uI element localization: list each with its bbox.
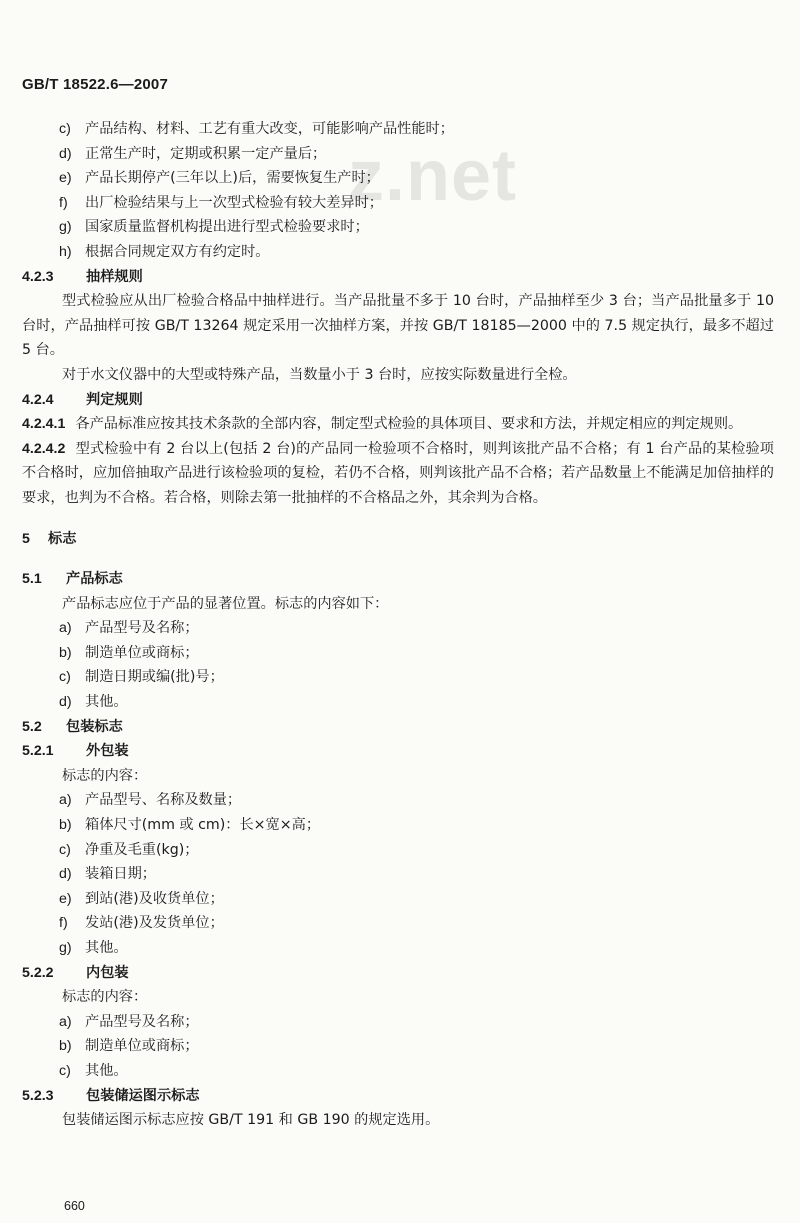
section-heading-5-2-1: 5.2.1 外包装: [22, 743, 129, 760]
section-heading-5-2: 5.2 包装标志: [22, 718, 123, 735]
list-item: d) 其他。: [59, 694, 128, 711]
paragraph: 产品标志应位于产品的显著位置。标志的内容如下：: [62, 595, 389, 612]
list-item: b) 制造单位或商标；: [59, 1038, 199, 1055]
paragraph: 标志的内容：: [62, 767, 148, 784]
list-item: h) 根据合同规定双方有约定时。: [59, 243, 270, 260]
paragraph: 包装储运图示标志应按 GB/T 191 和 GB 190 的规定选用。: [62, 1112, 440, 1129]
paragraph-4-2-4-1: 4.2.4.1 各产品标准应按其技术条款的全部内容，制定型式检验的具体项目、要求和方法，并规定相应的判定规则。: [22, 416, 743, 433]
list-item: c) 其他。: [59, 1062, 128, 1079]
list-item: d) 正常生产时，定期或积累一定产量后；: [59, 145, 327, 162]
list-item: g) 其他。: [59, 940, 128, 956]
list-item: f) 出厂检验结果与上一次型式检验有较大差异时；: [59, 194, 383, 211]
list-top: [22, 117, 774, 265]
list-item: g) 国家质量监督机构提出进行型式检验要求时；: [59, 219, 369, 236]
section-heading-5-2-2: 5.2.2 内包装: [22, 964, 129, 981]
watermark: z.net: [348, 136, 518, 216]
list-item: a) 产品型号及名称；: [59, 620, 199, 637]
section-heading-4-2-3: 4.2.3 抽样规则: [22, 268, 143, 285]
paragraph: 标志的内容：: [62, 989, 148, 1006]
standard-code-header: GB/T 18522.6—2007: [22, 76, 168, 93]
page-body: [22, 117, 774, 1133]
section-heading-5-1: 5.1 产品标志: [22, 571, 123, 588]
list-item: b) 箱体尺寸(mm 或 cm)：长×宽×高；: [59, 817, 321, 834]
list-item: c) 制造日期或编(批)号；: [59, 669, 224, 686]
list-item: a) 产品型号、名称及数量；: [59, 792, 242, 809]
section-heading-4-2-4: 4.2.4 判定规则: [22, 391, 143, 408]
page-number: 660: [64, 1199, 85, 1213]
paragraph: 型式检验应从出厂检验合格品中抽样进行。当产品批量不多于 10 台时，产品抽样至少 3 台；当产品批量多于 10 台时，产品抽样可按 GB/T 13264 规定采用一次抽样方案，并按 GB/T 18185—2000 中的 7.5 规定执行，最多不超过 5 台。: [22, 293, 774, 359]
list-item: c) 净重及毛重(kg)；: [59, 841, 199, 858]
section-heading-5-2-3: 5.2.3 包装储运图示标志: [22, 1087, 200, 1104]
paragraph-4-2-4-2: 4.2.4.2 型式检验中有 2 台以上(包括 2 台)的产品同一检验项不合格时，则判该批产品不合格；有 1 台产品的某检验项不合格时，应加倍抽取产品进行该检验项的复检，若仍不合格，则判该批产品不合格；若产品数量上不能满足加倍抽样的要求，也判为不合格。若合格，则除去第一批抽样的不合格品之外，其余判为合格。: [22, 440, 774, 506]
list-item: c) 产品结构、材料、工艺有重大改变，可能影响产品性能时；: [59, 121, 454, 137]
list-item: a) 产品型号及名称；: [59, 1013, 199, 1030]
list-item: b) 制造单位或商标；: [59, 644, 199, 661]
section-heading-5: 5 标志: [22, 530, 77, 547]
list-item: e) 产品长期停产(三年以上)后，需要恢复生产时；: [59, 170, 380, 187]
list-item: d) 装箱日期；: [59, 866, 156, 883]
list-item: e) 到站(港)及收货单位；: [59, 890, 224, 907]
list-item: f) 发站(港)及发货单位；: [59, 915, 224, 932]
paragraph: 对于水文仪器中的大型或特殊产品，当数量小于 3 台时，应按实际数量进行全检。: [62, 366, 577, 383]
